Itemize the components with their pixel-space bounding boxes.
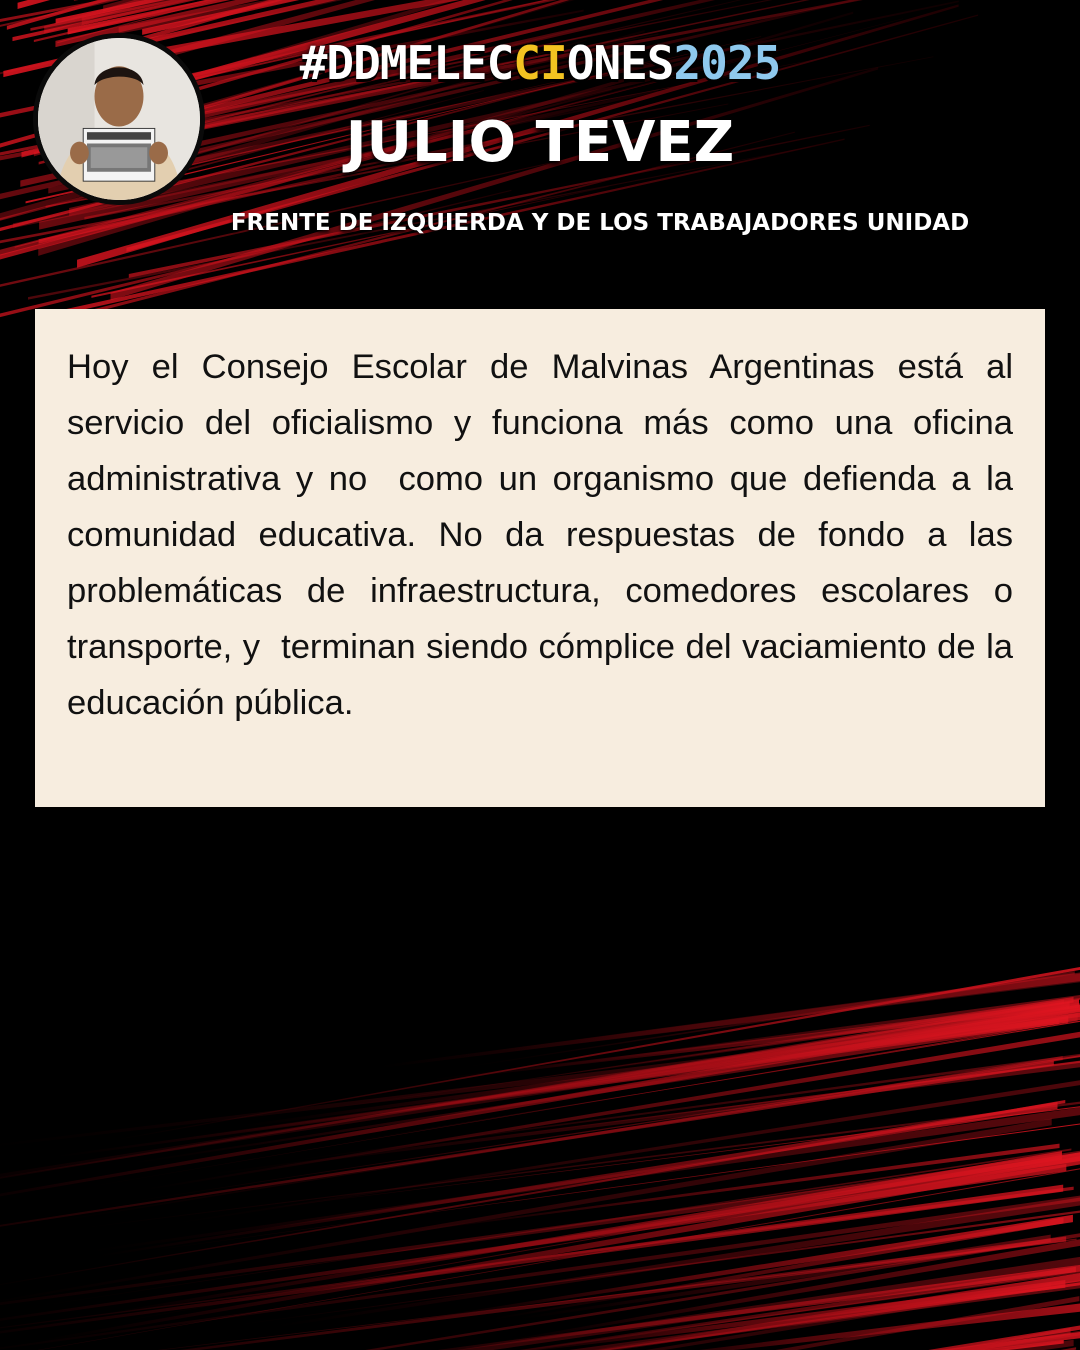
party-name: FRENTE DE IZQUIERDA Y DE LOS TRABAJADORES UNIDAD bbox=[230, 210, 970, 236]
candidate-name: JULIO TEVEZ bbox=[345, 110, 735, 175]
hashtag-part-3: ONES bbox=[566, 36, 674, 90]
hashtag-title bbox=[0, 36, 1080, 90]
hashtag-part-2: CI bbox=[513, 36, 567, 90]
quote-text: Hoy el Consejo Escolar de Malvinas Argentinas está al servicio del oficialismo y funciona más como una oficina administrativa y no como un organismo que defienda a la comunidad educativa. No da respuestas de fondo a las problemáticas de infraestructura, comedores escolares o transporte, y terminan siendo cómplice del vaciamiento de la educación pública. bbox=[67, 348, 1023, 722]
hashtag-part-4: 2025 bbox=[673, 36, 781, 90]
hashtag-part-1: #DDMELEC bbox=[299, 36, 514, 90]
quote-box bbox=[35, 309, 1045, 807]
